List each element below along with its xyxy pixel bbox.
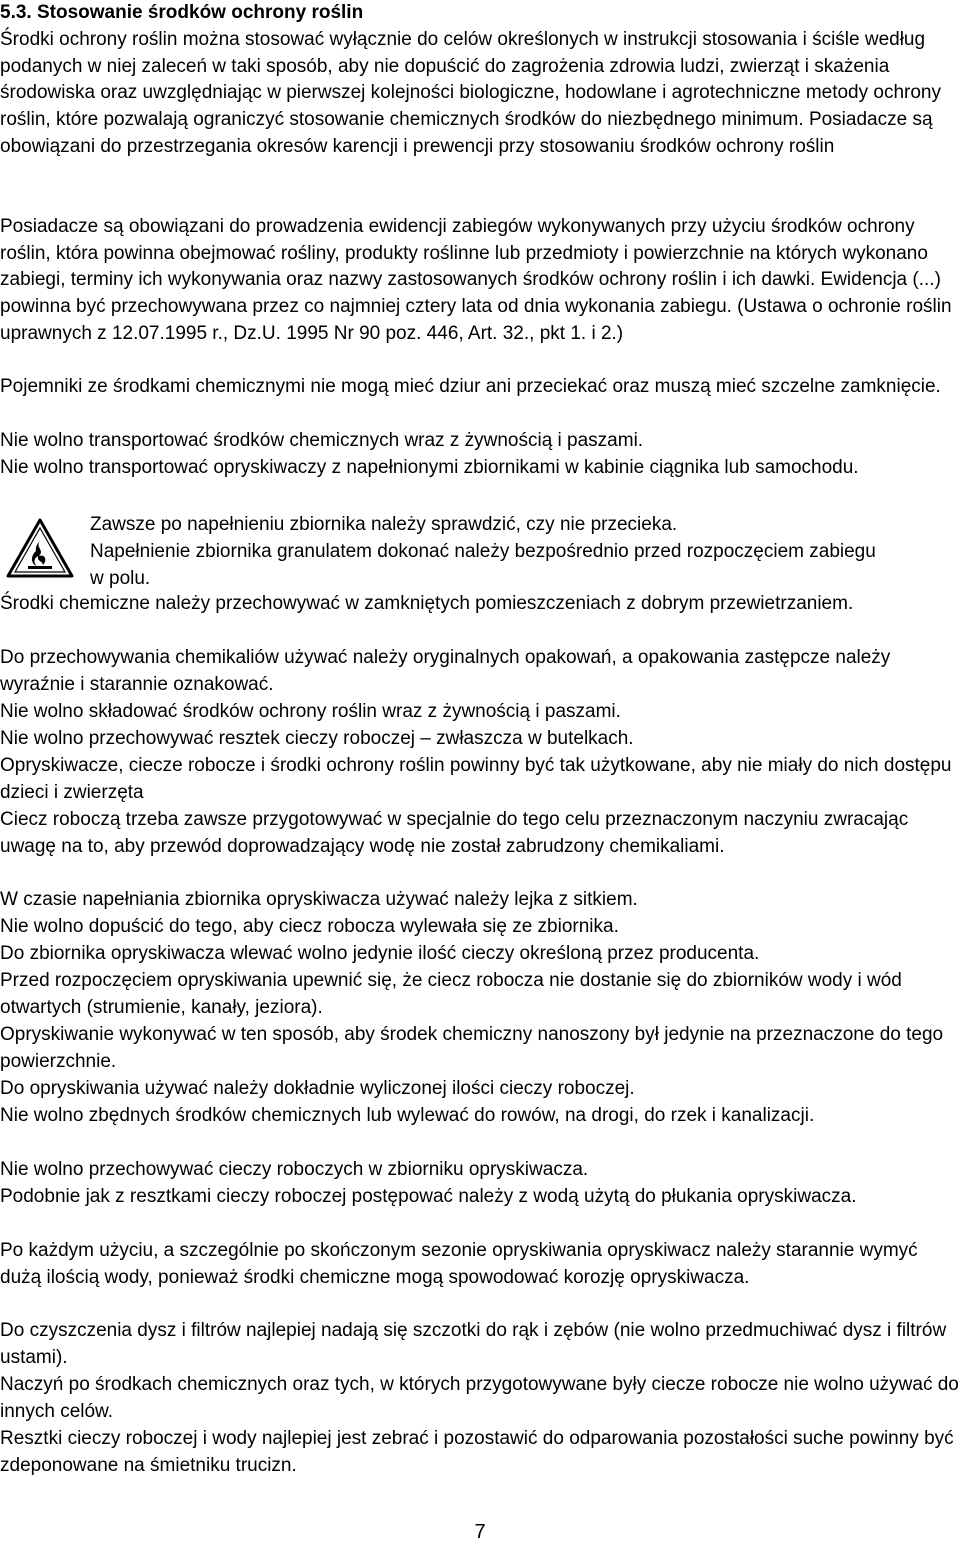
paragraph-records: Posiadacze są obowiązani do prowadzenia ewidencji zabiegów wykonywanych przy użyciu środków ochrony roślin, która powinna obejmować rośliny, produkty roślinne lub przedmioty i powierzchnie na których wykonano zabiegi, terminy ich wykonywania oraz nazwy zastosowanych środków ochrony roślin i ich dawki. Ewidencja (...) powinna być przechowywana przez co najmniej cztery lata od dnia wykonania zabiegu. (Ustawa o ochronie roślin uprawnych z 12.07.1995 r., Dz.U. 1995 Nr 90 poz. 446, Art. 32., pkt 1. i 2.) [0,216,952,344]
paragraph-no-dumping: Nie wolno zbędnych środków chemicznych lub wylewać do rowów, na drogi, do rzek i kanalizacji. [0,1105,815,1126]
paragraph-funnel: W czasie napełniania zbiornika opryskiwacza używać należy lejka z sitkiem. [0,889,638,910]
paragraph-no-storage-in-tank: Nie wolno przechowywać cieczy roboczych w zbiorniku opryskiwacza. [0,1159,589,1180]
page-number: 7 [474,1521,486,1543]
paragraph-dosage: Do zbiornika opryskiwacza wlewać wolno jedynie ilość cieczy określoną przez producenta. [0,943,760,964]
paragraph-mixing-vessel: Ciecz roboczą trzeba zawsze przygotowywać w specjalnie do tego celu przeznaczonym naczyniu zwracając uwagę na to, aby przewód doprowadzający wodę nie został zabrudzony chemikaliami. [0,809,909,857]
paragraph-vessel-reuse: Naczyń po środkach chemicznych oraz tych, w których przygotowywane były ciecze robocze nie wolno używać do innych celów. [0,1374,959,1422]
paragraph-packaging: Do przechowywania chemikaliów używać należy oryginalnych opakowań, a opakowania zastępcze należy wyraźnie i starannie oznakować. [0,647,891,695]
paragraph-cleaning: Po każdym użyciu, a szczególnie po skończonym sezonie opryskiwania opryskiwacz należy starannie wymyć dużą ilością wody, ponieważ środki chemiczne mogą spowodować korozję opryskiwacza. [0,1240,918,1288]
paragraph-water-protection: Przed rozpoczęciem opryskiwania upewnić się, że ciecz robocza nie dostanie się do zbiorników wody i wód otwartych (strumienie, kanały, jeziora). [0,970,902,1018]
paragraph-exact-amount: Do opryskiwania używać należy dokładnie wyliczonej ilości cieczy roboczej. [0,1078,635,1099]
paragraph-targeted-spraying: Opryskiwanie wykonywać w ten sposób, aby środek chemiczny nanoszony był jedynie na przeznaczone do tego powierzchnie. [0,1024,944,1072]
paragraph-storage-rooms: Środki chemiczne należy przechowywać w zamkniętych pomieszczeniach z dobrym przewietrzaniem. [0,593,854,614]
paragraph-nozzle-cleaning: Do czyszczenia dysz i filtrów najlepiej nadają się szczotki do rąk i zębów (nie wolno przedmuchiwać dysz i filtrów ustami). [0,1320,947,1368]
flammable-warning-icon [6,518,74,578]
paragraph-leftovers-bottles: Nie wolno przechowywać resztek cieczy roboczej – zwłaszcza w butelkach. [0,728,634,749]
section-heading: 5.3. Stosowanie środków ochrony roślin [0,2,364,23]
warning-line-granulate: Napełnienie zbiornika granulatem dokonać należy bezpośrednio przed rozpoczęciem zabiegu w polu. [90,541,876,589]
paragraph-residue-disposal: Resztki cieczy roboczej i wody najlepiej jest zebrać i pozostawić do odparowania pozostałości suche powinny być zdeponowane na śmietniku trucizn. [0,1428,954,1476]
paragraph-transport-chemicals: Nie wolno transportować środków chemicznych wraz z żywnością i paszami. [0,430,644,451]
warning-line-check-leak: Zawsze po napełnieniu zbiornika należy sprawdzić, czy nie przecieka. [90,514,678,535]
paragraph-containers: Pojemniki ze środkami chemicznymi nie mogą mieć dziur ani przeciekać oraz muszą mieć szczelne zamknięcie. [0,376,941,397]
paragraph-usage-rules: Środki ochrony roślin można stosować wyłącznie do celów określonych w instrukcji stosowania i ściśle według podanych w niej zaleceń w taki sposób, aby nie dopuścić do zagrożenia zdrowia ludzi, zwierząt i skażenia środowiska oraz uwzględniając w pierwszej kolejności biologiczne, hodowlane i agrotechniczne metody ochrony roślin, które pozwalają ograniczyć stosowanie chemicznych środków do niezbędnego minimum. Posiadacze są obowiązani do przestrzegania okresów karencji i prewencji przy stosowaniu środków ochrony roślin [0,29,942,157]
paragraph-rinse-water: Podobnie jak z resztkami cieczy roboczej postępować należy z wodą użytą do płukania opryskiwacza. [0,1186,857,1207]
paragraph-children-animals: Opryskiwacze, ciecze robocze i środki ochrony roślin powinny być tak użytkowane, aby nie miały do nich dostępu dzieci i zwierzęta [0,755,952,803]
warning-text [90,511,890,592]
paragraph-storage-food: Nie wolno składować środków ochrony roślin wraz z żywnością i paszami. [0,701,621,722]
paragraph-no-overflow: Nie wolno dopuścić do tego, aby ciecz robocza wylewała się ze zbiornika. [0,916,619,937]
paragraph-transport-sprayers: Nie wolno transportować opryskiwaczy z napełnionymi zbiornikami w kabinie ciągnika lub samochodu. [0,457,859,478]
